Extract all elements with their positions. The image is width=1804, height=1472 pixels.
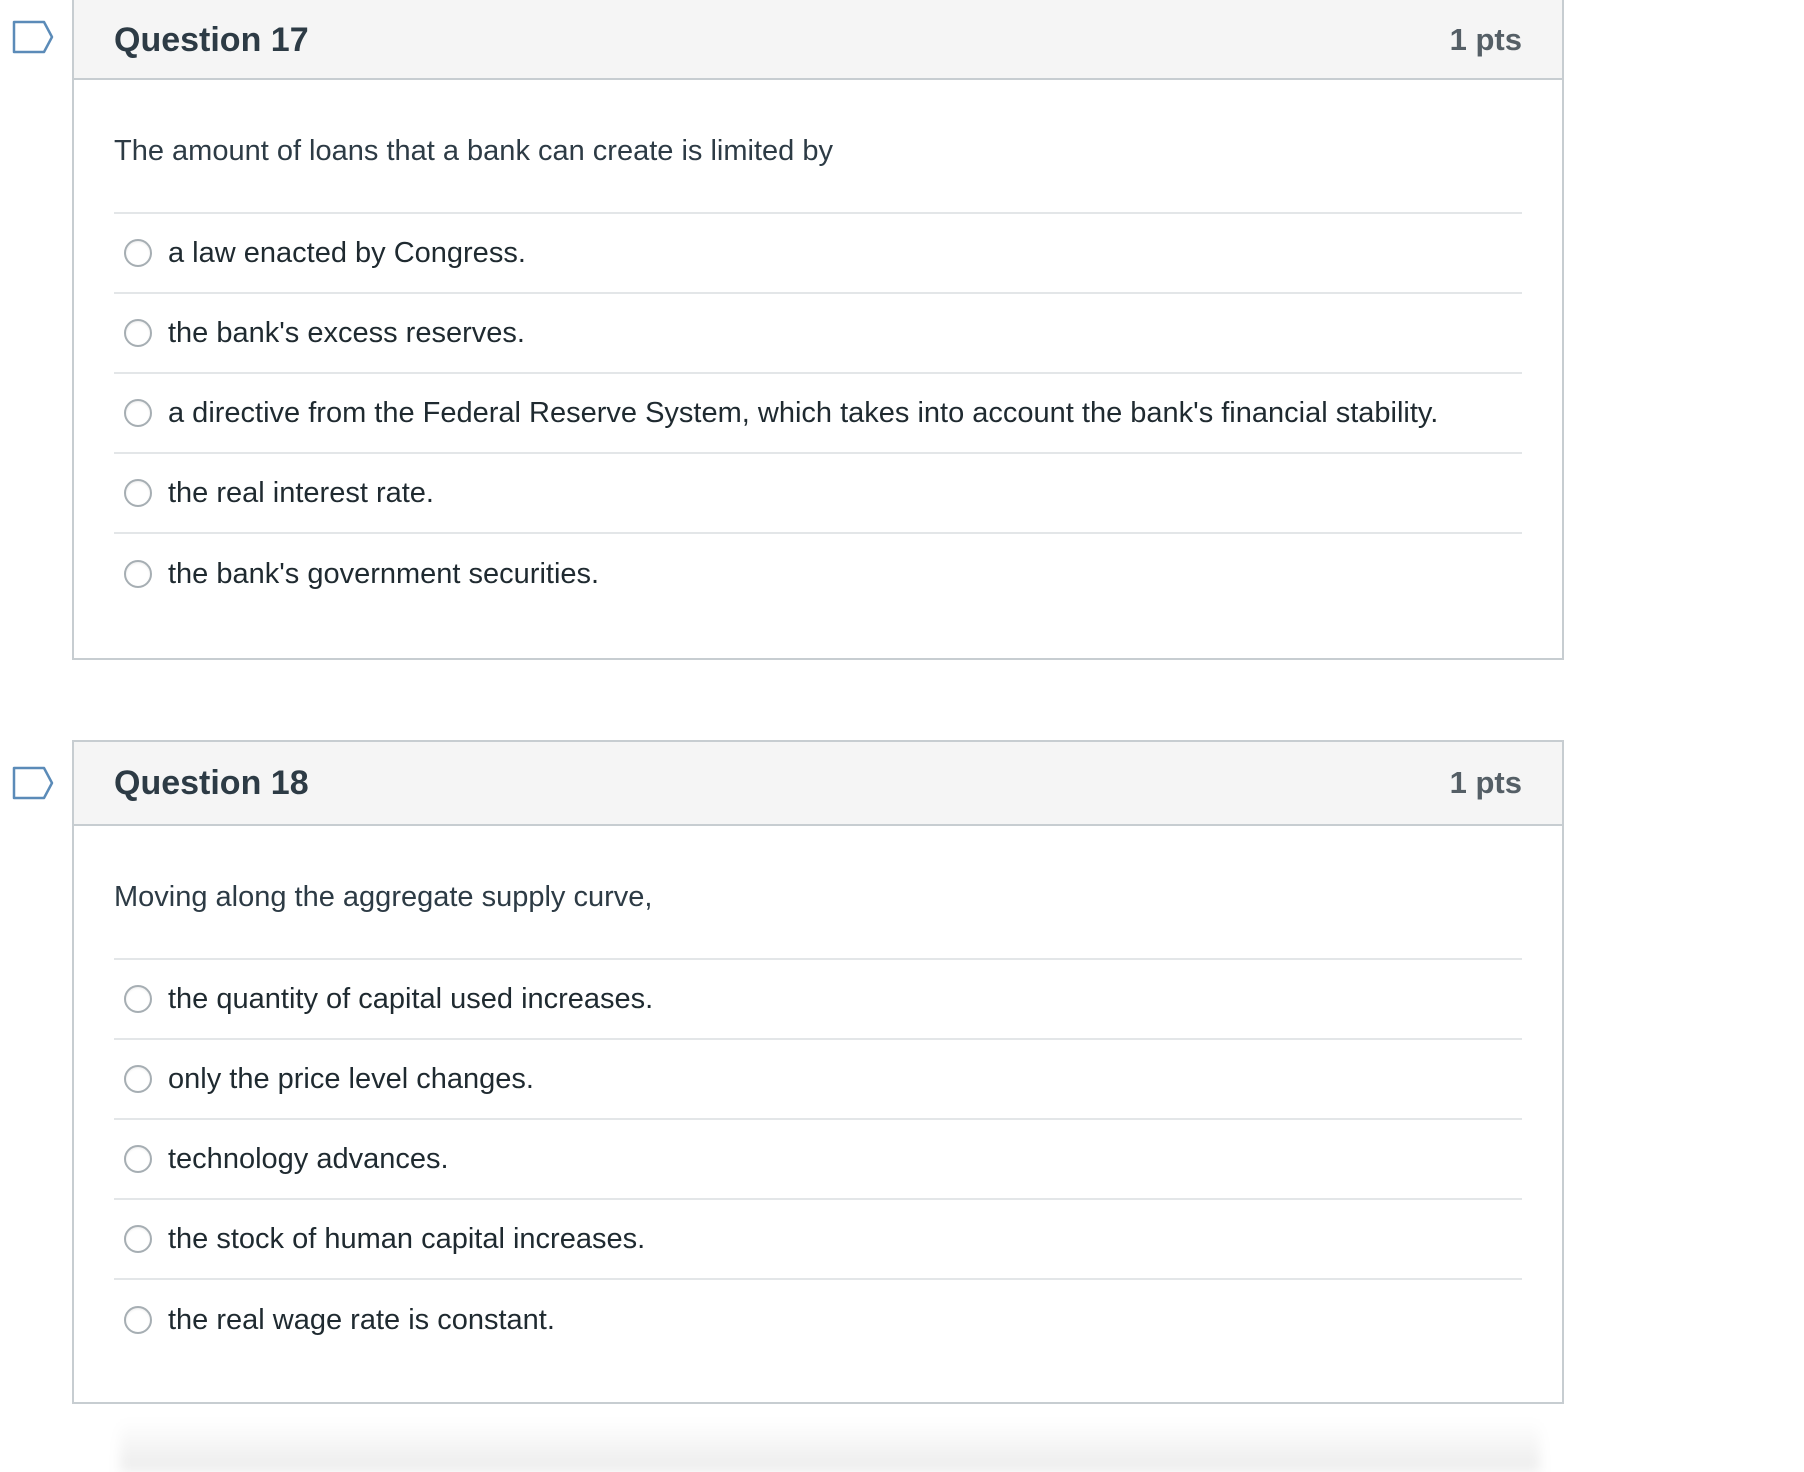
- question-text: The amount of loans that a bank can create is limited by: [114, 80, 1522, 214]
- radio-button[interactable]: [124, 1145, 152, 1173]
- radio-button[interactable]: [124, 560, 152, 588]
- question-body: [74, 80, 1562, 614]
- answer-label: the bank's excess reserves.: [168, 316, 525, 349]
- answer-option[interactable]: [114, 1120, 1522, 1200]
- flag-question-icon[interactable]: [12, 766, 54, 800]
- question-points: 1 pts: [1449, 22, 1522, 57]
- answer-option[interactable]: [114, 1040, 1522, 1120]
- answer-label: the real interest rate.: [168, 476, 434, 509]
- answer-option[interactable]: [114, 294, 1522, 374]
- answer-option[interactable]: [114, 534, 1522, 614]
- question-body: [74, 826, 1562, 1360]
- radio-button[interactable]: [124, 1065, 152, 1093]
- radio-button[interactable]: [124, 319, 152, 347]
- answer-label: only the price level changes.: [168, 1062, 534, 1095]
- answer-option[interactable]: [114, 960, 1522, 1040]
- answer-option[interactable]: [114, 214, 1522, 294]
- flag-question-icon[interactable]: [12, 20, 54, 54]
- question-title: Question 17: [114, 20, 309, 59]
- answer-label: the real wage rate is constant.: [168, 1303, 555, 1336]
- radio-button[interactable]: [124, 239, 152, 267]
- answer-option[interactable]: [114, 454, 1522, 534]
- question-18-card: [72, 740, 1564, 1404]
- radio-button[interactable]: [124, 1225, 152, 1253]
- question-17-card: [72, 0, 1564, 660]
- answer-label: a directive from the Federal Reserve System, which takes into account the bank's financial stability.: [168, 396, 1439, 429]
- answer-label: the bank's government securities.: [168, 557, 600, 590]
- question-points: 1 pts: [1449, 765, 1522, 800]
- radio-button[interactable]: [124, 1306, 152, 1334]
- question-title: Question 18: [114, 763, 309, 802]
- answer-option[interactable]: [114, 1280, 1522, 1360]
- answer-label: the quantity of capital used increases.: [168, 982, 654, 1015]
- answer-list: [114, 960, 1522, 1360]
- radio-button[interactable]: [124, 399, 152, 427]
- footer-shadow: [120, 1420, 1540, 1472]
- question-header: [74, 0, 1562, 80]
- answer-list: [114, 214, 1522, 614]
- radio-button[interactable]: [124, 479, 152, 507]
- answer-label: the stock of human capital increases.: [168, 1222, 646, 1255]
- question-header: [74, 742, 1562, 826]
- answer-label: a law enacted by Congress.: [168, 236, 526, 269]
- answer-option[interactable]: [114, 374, 1522, 454]
- answer-option[interactable]: [114, 1200, 1522, 1280]
- question-text: Moving along the aggregate supply curve,: [114, 826, 1522, 960]
- answer-label: technology advances.: [168, 1142, 449, 1175]
- radio-button[interactable]: [124, 985, 152, 1013]
